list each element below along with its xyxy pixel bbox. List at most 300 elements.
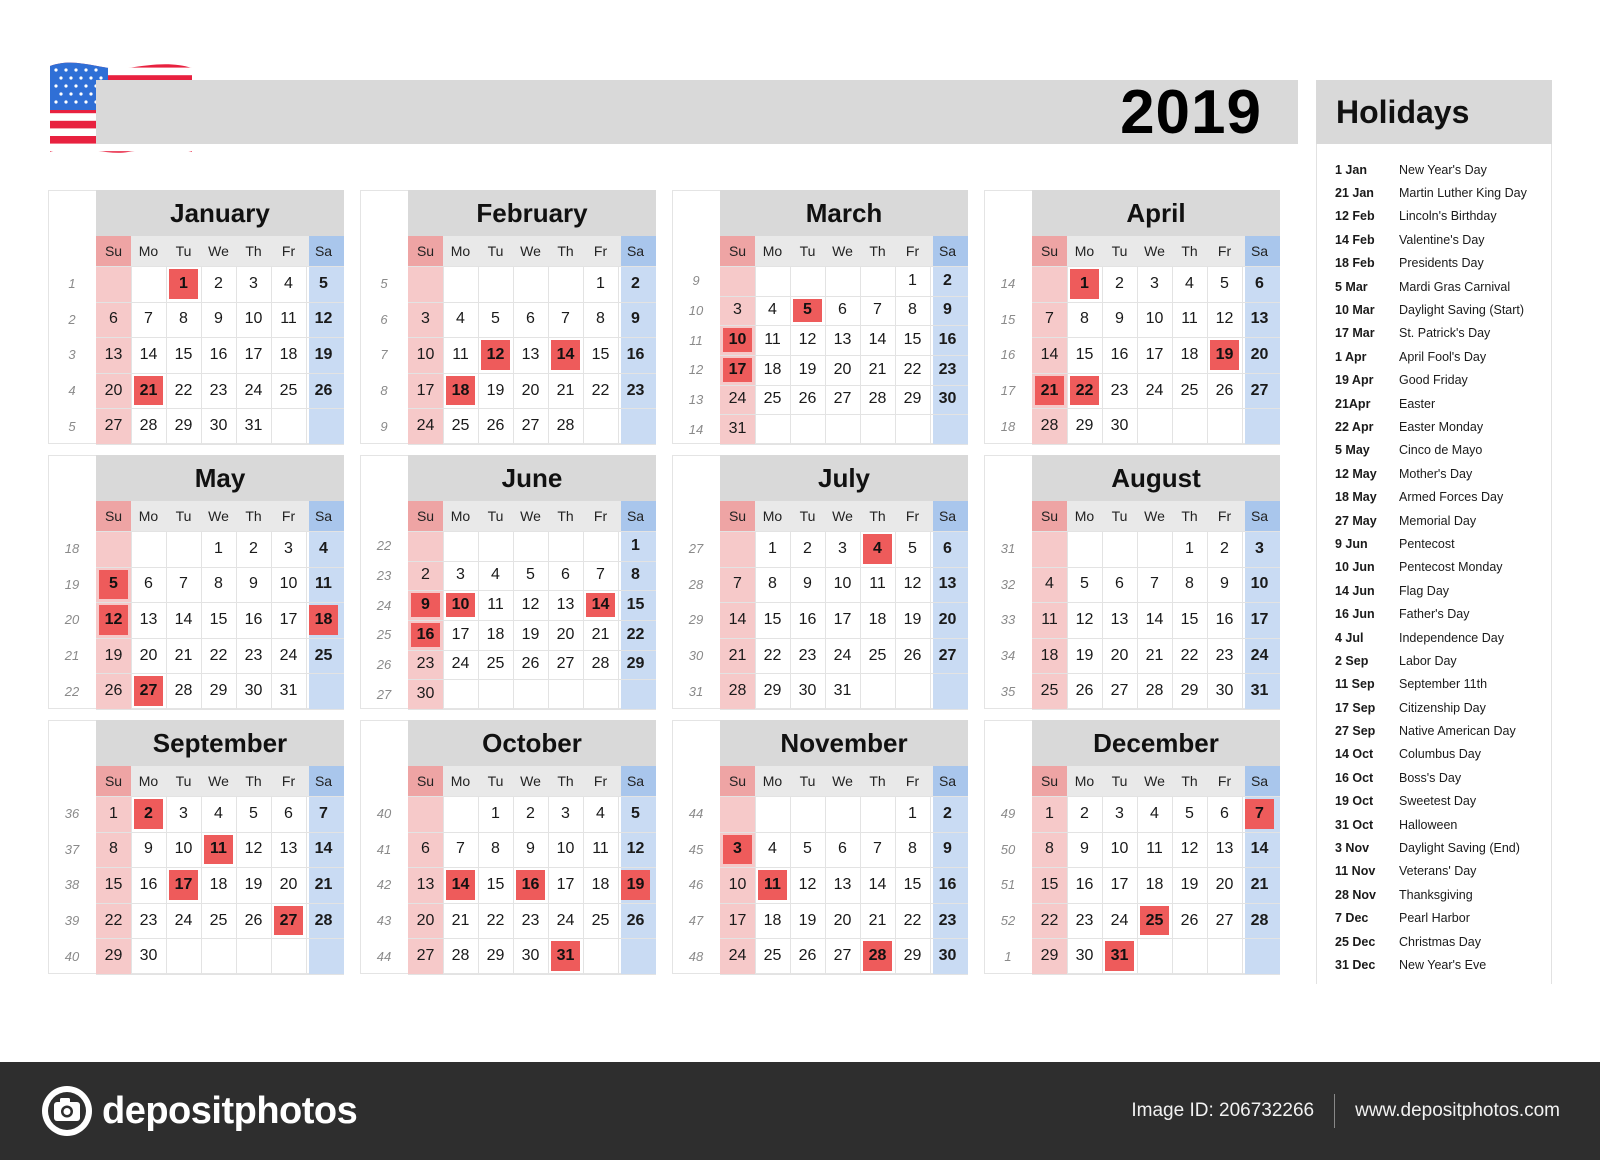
day-cell[interactable]: 27 (521, 417, 540, 435)
day-cell[interactable]: 5 (526, 566, 535, 584)
day-cell[interactable]: 24 (1145, 381, 1164, 399)
day-cell[interactable]: 7 (179, 575, 188, 593)
day-cell[interactable]: 7 (873, 840, 882, 858)
day-cell[interactable]: 6 (1255, 274, 1264, 292)
day-cell[interactable]: 6 (284, 804, 293, 822)
day-cell[interactable]: 7 (1045, 310, 1054, 328)
day-cell[interactable]: 18 (763, 911, 782, 929)
day-cell[interactable]: 1 (596, 274, 605, 292)
day-cell[interactable]: 15 (486, 875, 505, 893)
day-cell[interactable]: 11 (764, 331, 781, 349)
day-cell[interactable]: 31 (279, 682, 298, 700)
holiday-day-cell[interactable]: 5 (793, 299, 822, 323)
day-cell[interactable]: 9 (526, 840, 535, 858)
day-cell[interactable]: 26 (1215, 381, 1234, 399)
day-cell[interactable]: 8 (1080, 310, 1089, 328)
day-cell[interactable]: 4 (1150, 804, 1159, 822)
day-cell[interactable]: 28 (591, 655, 610, 673)
day-cell[interactable]: 25 (1180, 381, 1199, 399)
day-cell[interactable]: 24 (556, 911, 575, 929)
day-cell[interactable]: 4 (319, 539, 328, 557)
day-cell[interactable]: 17 (1110, 875, 1129, 893)
day-cell[interactable]: 10 (1250, 575, 1269, 593)
day-cell[interactable]: 22 (174, 381, 193, 399)
day-cell[interactable]: 10 (416, 345, 435, 363)
day-cell[interactable]: 26 (244, 911, 263, 929)
day-cell[interactable]: 29 (903, 947, 922, 965)
day-cell[interactable]: 20 (938, 610, 957, 628)
day-cell[interactable]: 20 (279, 875, 298, 893)
day-cell[interactable]: 7 (456, 840, 465, 858)
day-cell[interactable]: 6 (421, 840, 430, 858)
day-cell[interactable]: 27 (556, 655, 575, 673)
day-cell[interactable]: 19 (486, 381, 505, 399)
holiday-day-cell[interactable]: 25 (1140, 906, 1169, 936)
day-cell[interactable]: 30 (1075, 947, 1094, 965)
day-cell[interactable]: 22 (763, 646, 782, 664)
day-cell[interactable]: 11 (1041, 610, 1058, 628)
day-cell[interactable]: 4 (768, 840, 777, 858)
day-cell[interactable]: 10 (556, 840, 575, 858)
day-cell[interactable]: 17 (451, 625, 470, 643)
holiday-day-cell[interactable]: 14 (586, 593, 615, 617)
day-cell[interactable]: 14 (868, 331, 887, 349)
day-cell[interactable]: 12 (626, 840, 645, 858)
holiday-day-cell[interactable]: 17 (169, 870, 198, 900)
day-cell[interactable]: 31 (728, 420, 747, 438)
day-cell[interactable]: 5 (803, 840, 812, 858)
day-cell[interactable]: 23 (209, 381, 228, 399)
day-cell[interactable]: 3 (838, 539, 847, 557)
day-cell[interactable]: 20 (833, 360, 852, 378)
day-cell[interactable]: 28 (728, 682, 747, 700)
day-cell[interactable]: 14 (1250, 840, 1269, 858)
day-cell[interactable]: 16 (139, 875, 158, 893)
holiday-day-cell[interactable]: 21 (134, 376, 163, 406)
holiday-day-cell[interactable]: 27 (134, 676, 163, 706)
day-cell[interactable]: 21 (868, 911, 887, 929)
day-cell[interactable]: 14 (1040, 345, 1059, 363)
day-cell[interactable]: 29 (903, 390, 922, 408)
day-cell[interactable]: 14 (728, 610, 747, 628)
day-cell[interactable]: 29 (1040, 947, 1059, 965)
holiday-day-cell[interactable]: 11 (204, 835, 233, 865)
day-cell[interactable]: 11 (869, 575, 886, 593)
day-cell[interactable]: 19 (1180, 875, 1199, 893)
holiday-day-cell[interactable]: 5 (99, 570, 128, 600)
day-cell[interactable]: 29 (209, 682, 228, 700)
day-cell[interactable]: 10 (174, 840, 193, 858)
day-cell[interactable]: 3 (284, 539, 293, 557)
day-cell[interactable]: 9 (943, 840, 952, 858)
day-cell[interactable]: 5 (491, 310, 500, 328)
day-cell[interactable]: 26 (1180, 911, 1199, 929)
day-cell[interactable]: 6 (838, 301, 847, 319)
day-cell[interactable]: 31 (1250, 682, 1269, 700)
day-cell[interactable]: 27 (938, 646, 957, 664)
day-cell[interactable]: 14 (174, 610, 193, 628)
holiday-day-cell[interactable]: 22 (1070, 376, 1099, 406)
day-cell[interactable]: 9 (631, 310, 640, 328)
day-cell[interactable]: 20 (416, 911, 435, 929)
day-cell[interactable]: 18 (591, 875, 610, 893)
day-cell[interactable]: 13 (521, 345, 540, 363)
day-cell[interactable]: 23 (626, 381, 645, 399)
day-cell[interactable]: 24 (174, 911, 193, 929)
holiday-day-cell[interactable]: 16 (411, 623, 440, 647)
brand-logo[interactable] (40, 1084, 357, 1138)
day-cell[interactable]: 27 (833, 390, 852, 408)
day-cell[interactable]: 16 (798, 610, 817, 628)
day-cell[interactable]: 18 (486, 625, 505, 643)
day-cell[interactable]: 16 (1110, 345, 1129, 363)
holiday-day-cell[interactable]: 31 (551, 941, 580, 971)
day-cell[interactable]: 28 (451, 947, 470, 965)
day-cell[interactable]: 5 (249, 804, 258, 822)
day-cell[interactable]: 5 (1185, 804, 1194, 822)
day-cell[interactable]: 8 (768, 575, 777, 593)
day-cell[interactable]: 17 (416, 381, 435, 399)
day-cell[interactable]: 23 (521, 911, 540, 929)
day-cell[interactable]: 18 (1180, 345, 1199, 363)
day-cell[interactable]: 29 (104, 947, 123, 965)
day-cell[interactable]: 19 (798, 911, 817, 929)
day-cell[interactable]: 24 (728, 947, 747, 965)
day-cell[interactable]: 25 (1040, 682, 1059, 700)
day-cell[interactable]: 23 (1110, 381, 1129, 399)
day-cell[interactable]: 10 (728, 875, 747, 893)
day-cell[interactable]: 15 (591, 345, 610, 363)
day-cell[interactable]: 21 (728, 646, 747, 664)
day-cell[interactable]: 13 (1215, 840, 1234, 858)
day-cell[interactable]: 8 (908, 840, 917, 858)
holiday-day-cell[interactable]: 14 (551, 340, 580, 370)
day-cell[interactable]: 4 (768, 301, 777, 319)
day-cell[interactable]: 4 (214, 804, 223, 822)
day-cell[interactable]: 21 (1250, 875, 1269, 893)
day-cell[interactable]: 2 (1220, 539, 1229, 557)
day-cell[interactable]: 23 (1215, 646, 1234, 664)
day-cell[interactable]: 13 (416, 875, 435, 893)
day-cell[interactable]: 1 (908, 804, 917, 822)
day-cell[interactable]: 5 (631, 804, 640, 822)
day-cell[interactable]: 15 (104, 875, 123, 893)
day-cell[interactable]: 1 (631, 536, 640, 554)
day-cell[interactable]: 10 (1145, 310, 1164, 328)
day-cell[interactable]: 18 (1145, 875, 1164, 893)
day-cell[interactable]: 7 (733, 575, 742, 593)
day-cell[interactable]: 24 (728, 390, 747, 408)
day-cell[interactable]: 18 (763, 360, 782, 378)
holiday-day-cell[interactable]: 19 (1210, 340, 1239, 370)
holiday-day-cell[interactable]: 21 (1035, 376, 1064, 406)
day-cell[interactable]: 29 (626, 655, 645, 673)
day-cell[interactable]: 25 (209, 911, 228, 929)
holiday-day-cell[interactable]: 11 (758, 870, 787, 900)
day-cell[interactable]: 30 (521, 947, 540, 965)
day-cell[interactable]: 19 (244, 875, 263, 893)
day-cell[interactable]: 27 (104, 417, 123, 435)
day-cell[interactable]: 20 (1110, 646, 1129, 664)
holiday-day-cell[interactable]: 10 (446, 593, 475, 617)
day-cell[interactable]: 21 (451, 911, 470, 929)
day-cell[interactable]: 16 (938, 331, 957, 349)
day-cell[interactable]: 16 (938, 875, 957, 893)
day-cell[interactable]: 17 (244, 345, 263, 363)
day-cell[interactable]: 26 (314, 381, 333, 399)
holiday-day-cell[interactable]: 9 (411, 593, 440, 617)
day-cell[interactable]: 22 (209, 646, 228, 664)
day-cell[interactable]: 24 (451, 655, 470, 673)
day-cell[interactable]: 26 (104, 682, 123, 700)
day-cell[interactable]: 22 (486, 911, 505, 929)
day-cell[interactable]: 5 (319, 274, 328, 292)
day-cell[interactable]: 20 (139, 646, 158, 664)
holiday-day-cell[interactable]: 1 (1070, 269, 1099, 299)
day-cell[interactable]: 13 (833, 331, 852, 349)
day-cell[interactable]: 12 (1180, 840, 1199, 858)
day-cell[interactable]: 20 (1215, 875, 1234, 893)
day-cell[interactable]: 4 (284, 274, 293, 292)
day-cell[interactable]: 16 (244, 610, 263, 628)
day-cell[interactable]: 17 (1145, 345, 1164, 363)
day-cell[interactable]: 2 (421, 566, 430, 584)
day-cell[interactable]: 18 (1040, 646, 1059, 664)
day-cell[interactable]: 15 (174, 345, 193, 363)
day-cell[interactable]: 12 (521, 596, 540, 614)
day-cell[interactable]: 1 (1045, 804, 1054, 822)
day-cell[interactable]: 29 (174, 417, 193, 435)
day-cell[interactable]: 21 (174, 646, 193, 664)
day-cell[interactable]: 8 (596, 310, 605, 328)
holiday-day-cell[interactable]: 12 (99, 605, 128, 635)
day-cell[interactable]: 21 (314, 875, 333, 893)
day-cell[interactable]: 6 (838, 840, 847, 858)
day-cell[interactable]: 28 (1145, 682, 1164, 700)
day-cell[interactable]: 26 (521, 655, 540, 673)
day-cell[interactable]: 19 (314, 345, 333, 363)
holiday-day-cell[interactable]: 4 (863, 534, 892, 564)
day-cell[interactable]: 9 (803, 575, 812, 593)
day-cell[interactable]: 7 (561, 310, 570, 328)
day-cell[interactable]: 4 (1185, 274, 1194, 292)
day-cell[interactable]: 27 (1215, 911, 1234, 929)
day-cell[interactable]: 13 (556, 596, 575, 614)
day-cell[interactable]: 6 (526, 310, 535, 328)
day-cell[interactable]: 3 (456, 566, 465, 584)
day-cell[interactable]: 6 (1115, 575, 1124, 593)
day-cell[interactable]: 26 (486, 417, 505, 435)
day-cell[interactable]: 12 (1215, 310, 1234, 328)
day-cell[interactable]: 30 (1110, 417, 1129, 435)
day-cell[interactable]: 15 (903, 331, 922, 349)
day-cell[interactable]: 6 (943, 539, 952, 557)
day-cell[interactable]: 12 (798, 331, 817, 349)
day-cell[interactable]: 30 (938, 390, 957, 408)
holiday-day-cell[interactable]: 7 (1245, 799, 1274, 829)
day-cell[interactable]: 20 (104, 381, 123, 399)
day-cell[interactable]: 15 (763, 610, 782, 628)
day-cell[interactable]: 23 (798, 646, 817, 664)
day-cell[interactable]: 15 (1040, 875, 1059, 893)
day-cell[interactable]: 6 (144, 575, 153, 593)
day-cell[interactable]: 3 (1115, 804, 1124, 822)
day-cell[interactable]: 1 (109, 804, 118, 822)
day-cell[interactable]: 8 (1045, 840, 1054, 858)
site-link[interactable]: www.depositphotos.com (1355, 1100, 1560, 1121)
day-cell[interactable]: 17 (728, 911, 747, 929)
day-cell[interactable]: 29 (763, 682, 782, 700)
day-cell[interactable]: 2 (803, 539, 812, 557)
holiday-day-cell[interactable]: 27 (274, 906, 303, 936)
day-cell[interactable]: 26 (798, 390, 817, 408)
day-cell[interactable]: 2 (526, 804, 535, 822)
day-cell[interactable]: 2 (943, 271, 952, 289)
day-cell[interactable]: 31 (833, 682, 852, 700)
day-cell[interactable]: 21 (591, 625, 610, 643)
day-cell[interactable]: 20 (521, 381, 540, 399)
day-cell[interactable]: 1 (1185, 539, 1194, 557)
day-cell[interactable]: 27 (833, 947, 852, 965)
day-cell[interactable]: 6 (1220, 804, 1229, 822)
day-cell[interactable]: 18 (868, 610, 887, 628)
day-cell[interactable]: 22 (1180, 646, 1199, 664)
day-cell[interactable]: 23 (416, 655, 435, 673)
day-cell[interactable]: 9 (943, 301, 952, 319)
day-cell[interactable]: 9 (1080, 840, 1089, 858)
day-cell[interactable]: 17 (833, 610, 852, 628)
day-cell[interactable]: 30 (798, 682, 817, 700)
day-cell[interactable]: 24 (1250, 646, 1269, 664)
day-cell[interactable]: 3 (249, 274, 258, 292)
day-cell[interactable]: 15 (903, 875, 922, 893)
day-cell[interactable]: 4 (456, 310, 465, 328)
day-cell[interactable]: 7 (873, 301, 882, 319)
holiday-day-cell[interactable]: 19 (621, 870, 650, 900)
day-cell[interactable]: 13 (938, 575, 957, 593)
day-cell[interactable]: 19 (1075, 646, 1094, 664)
day-cell[interactable]: 3 (1255, 539, 1264, 557)
day-cell[interactable]: 20 (1250, 345, 1269, 363)
day-cell[interactable]: 30 (209, 417, 228, 435)
holiday-day-cell[interactable]: 18 (309, 605, 338, 635)
holiday-day-cell[interactable]: 14 (446, 870, 475, 900)
day-cell[interactable]: 22 (591, 381, 610, 399)
day-cell[interactable]: 28 (1250, 911, 1269, 929)
day-cell[interactable]: 9 (214, 310, 223, 328)
day-cell[interactable]: 14 (314, 840, 333, 858)
day-cell[interactable]: 10 (833, 575, 852, 593)
day-cell[interactable]: 25 (314, 646, 333, 664)
day-cell[interactable]: 2 (249, 539, 258, 557)
day-cell[interactable]: 5 (908, 539, 917, 557)
day-cell[interactable]: 30 (244, 682, 263, 700)
day-cell[interactable]: 2 (943, 804, 952, 822)
day-cell[interactable]: 25 (451, 417, 470, 435)
holiday-day-cell[interactable]: 12 (481, 340, 510, 370)
day-cell[interactable]: 8 (908, 301, 917, 319)
day-cell[interactable]: 2 (631, 274, 640, 292)
holiday-day-cell[interactable]: 3 (723, 835, 752, 865)
day-cell[interactable]: 9 (249, 575, 258, 593)
holiday-day-cell[interactable]: 10 (723, 328, 752, 352)
day-cell[interactable]: 23 (139, 911, 158, 929)
day-cell[interactable]: 4 (491, 566, 500, 584)
day-cell[interactable]: 23 (938, 360, 957, 378)
day-cell[interactable]: 18 (279, 345, 298, 363)
day-cell[interactable]: 24 (833, 646, 852, 664)
day-cell[interactable]: 14 (1145, 610, 1164, 628)
day-cell[interactable]: 1 (491, 804, 500, 822)
day-cell[interactable]: 29 (1075, 417, 1094, 435)
day-cell[interactable]: 11 (487, 596, 504, 614)
day-cell[interactable]: 26 (1075, 682, 1094, 700)
day-cell[interactable]: 7 (596, 566, 605, 584)
day-cell[interactable]: 13 (139, 610, 158, 628)
day-cell[interactable]: 30 (938, 947, 957, 965)
day-cell[interactable]: 6 (561, 566, 570, 584)
day-cell[interactable]: 25 (763, 947, 782, 965)
day-cell[interactable]: 11 (1146, 840, 1163, 858)
day-cell[interactable]: 25 (591, 911, 610, 929)
day-cell[interactable]: 25 (763, 390, 782, 408)
day-cell[interactable]: 11 (592, 840, 609, 858)
day-cell[interactable]: 10 (1110, 840, 1129, 858)
day-cell[interactable]: 28 (314, 911, 333, 929)
day-cell[interactable]: 31 (244, 417, 263, 435)
day-cell[interactable]: 13 (104, 345, 123, 363)
day-cell[interactable]: 13 (279, 840, 298, 858)
day-cell[interactable]: 20 (833, 911, 852, 929)
day-cell[interactable]: 28 (868, 390, 887, 408)
day-cell[interactable]: 18 (209, 875, 228, 893)
holiday-day-cell[interactable]: 2 (134, 799, 163, 829)
day-cell[interactable]: 9 (1220, 575, 1229, 593)
day-cell[interactable]: 16 (626, 345, 645, 363)
day-cell[interactable]: 25 (279, 381, 298, 399)
day-cell[interactable]: 5 (1080, 575, 1089, 593)
day-cell[interactable]: 22 (104, 911, 123, 929)
day-cell[interactable]: 30 (1215, 682, 1234, 700)
day-cell[interactable]: 28 (139, 417, 158, 435)
day-cell[interactable]: 4 (596, 804, 605, 822)
day-cell[interactable]: 11 (452, 345, 469, 363)
day-cell[interactable]: 24 (279, 646, 298, 664)
day-cell[interactable]: 2 (1115, 274, 1124, 292)
day-cell[interactable]: 3 (561, 804, 570, 822)
day-cell[interactable]: 10 (244, 310, 263, 328)
day-cell[interactable]: 26 (798, 947, 817, 965)
day-cell[interactable]: 16 (1075, 875, 1094, 893)
day-cell[interactable]: 15 (209, 610, 228, 628)
day-cell[interactable]: 19 (104, 646, 123, 664)
day-cell[interactable]: 22 (1040, 911, 1059, 929)
day-cell[interactable]: 23 (244, 646, 263, 664)
day-cell[interactable]: 26 (903, 646, 922, 664)
day-cell[interactable]: 17 (1250, 610, 1269, 628)
day-cell[interactable]: 7 (144, 310, 153, 328)
day-cell[interactable]: 2 (214, 274, 223, 292)
day-cell[interactable]: 19 (798, 360, 817, 378)
day-cell[interactable]: 8 (1185, 575, 1194, 593)
day-cell[interactable]: 16 (209, 345, 228, 363)
day-cell[interactable]: 26 (626, 911, 645, 929)
day-cell[interactable]: 14 (139, 345, 158, 363)
day-cell[interactable]: 12 (903, 575, 922, 593)
day-cell[interactable]: 30 (416, 685, 435, 703)
day-cell[interactable]: 12 (798, 875, 817, 893)
day-cell[interactable]: 2 (1080, 804, 1089, 822)
